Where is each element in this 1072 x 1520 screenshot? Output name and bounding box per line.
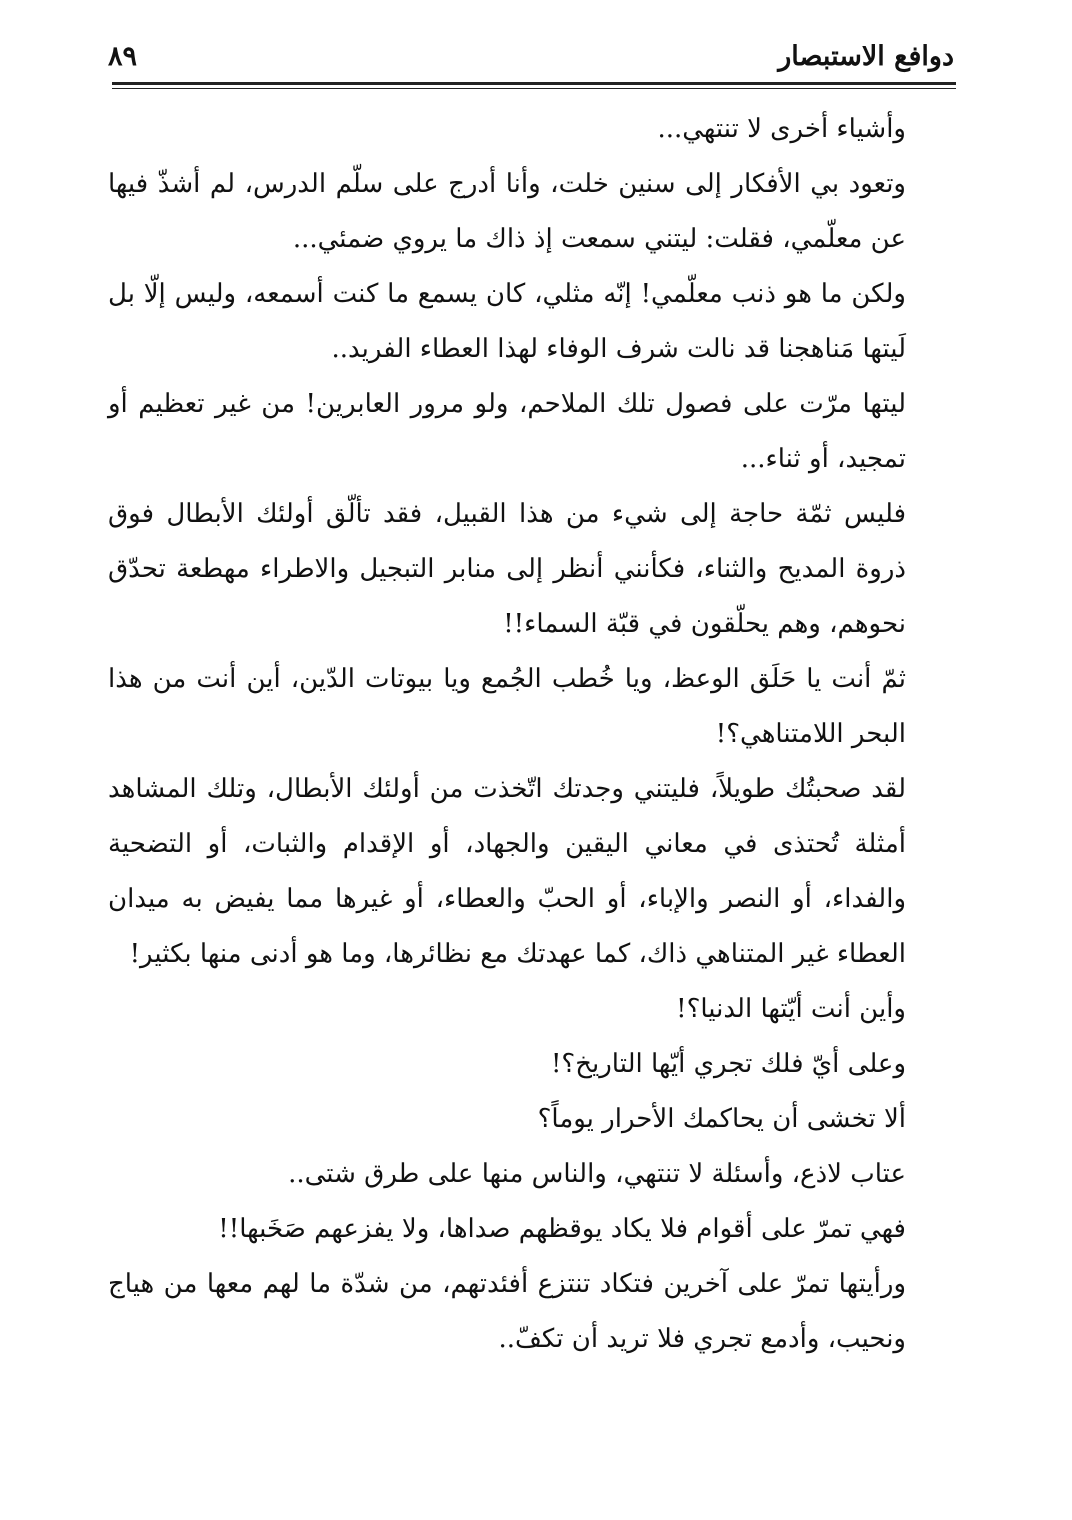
chapter-title: دوافع الاستبصار	[778, 40, 954, 72]
paragraph: ورأيتها تمرّ على آخرين فتكاد تنتزع أفئدتهم، من شدّة ما لهم معها من هياج ونحيب، وأدمع تجري فلا تريد أن تكفّ..	[108, 1269, 906, 1354]
paragraph: ألا تخشى أن يحاكمك الأحرار يوماً؟	[537, 1104, 906, 1134]
paragraph: وأشياء أخرى لا تنتهي...	[657, 114, 906, 144]
paragraph: ليتها مرّت على فصول تلك الملاحم، ولو مرور العابرين! من غير تعظيم أو تمجيد، أو ثناء...	[108, 389, 906, 474]
page-number: ٨٩	[108, 40, 138, 72]
paragraph: ولكن ما هو ذنب معلّمي! إنّه مثلي، كان يسمع ما كنت أسمعه، وليس إلّا بل لَيتها مَناهجنا قد نالت شرف الوفاء لهذا العطاء الفريد..	[108, 279, 906, 364]
header-rule-thin	[112, 88, 956, 89]
paragraph: وتعود بي الأفكار إلى سنين خلت، وأنا أدرج على سلّم الدرس، لم أشذّ فيها عن معلّمي، فقلت: ليتني سمعت إذ ذاك ما يروي ضمئي...	[108, 169, 906, 254]
paragraph: وأين أنت أيّتها الدنيا؟!	[676, 994, 906, 1024]
paragraph: ثمّ أنت يا حَلَق الوعظ، ويا خُطب الجُمع ويا بيوتات الدّين، أين أنت من هذا البحر اللامتناهي؟!	[108, 664, 906, 749]
paragraph: لقد صحبتُك طويلاً، فليتني وجدتك اتّخذت من أولئك الأبطال، وتلك المشاهد أمثلة تُحتذى في معاني اليقين والجهاد، أو الإقدام والثبات، أو التضحية والفداء، أو النصر والإباء، أو الحبّ والعطاء، أو غيرها مما يفيض به ميدان العطاء غير المتناهي ذاك، كما عهدتك مع نظائرها، وما هو أدنى منها بكثير!	[108, 774, 906, 969]
header-rule-thick	[112, 82, 956, 85]
paragraph: فهي تمرّ على أقوام فلا يكاد يوقظهم صداها، ولا يفزعهم صَخَبها!!	[218, 1214, 906, 1244]
paragraph: عتاب لاذع، وأسئلة لا تنتهي، والناس منها على طرق شتى..	[288, 1159, 906, 1189]
running-header	[108, 36, 954, 76]
paragraph: وعلى أيّ فلك تجري أيّها التاريخ؟!	[550, 1049, 906, 1079]
paragraph: فليس ثمّة حاجة إلى شيء من هذا القبيل، فقد تألّق أولئك الأبطال فوق ذروة المديح والثناء، فكأنني أنظر إلى منابر التبجيل والاطراء مهطعة تحدّق نحوهم، وهم يحلّقون في قبّة السماء!!	[108, 499, 906, 639]
body-text	[108, 102, 954, 1367]
